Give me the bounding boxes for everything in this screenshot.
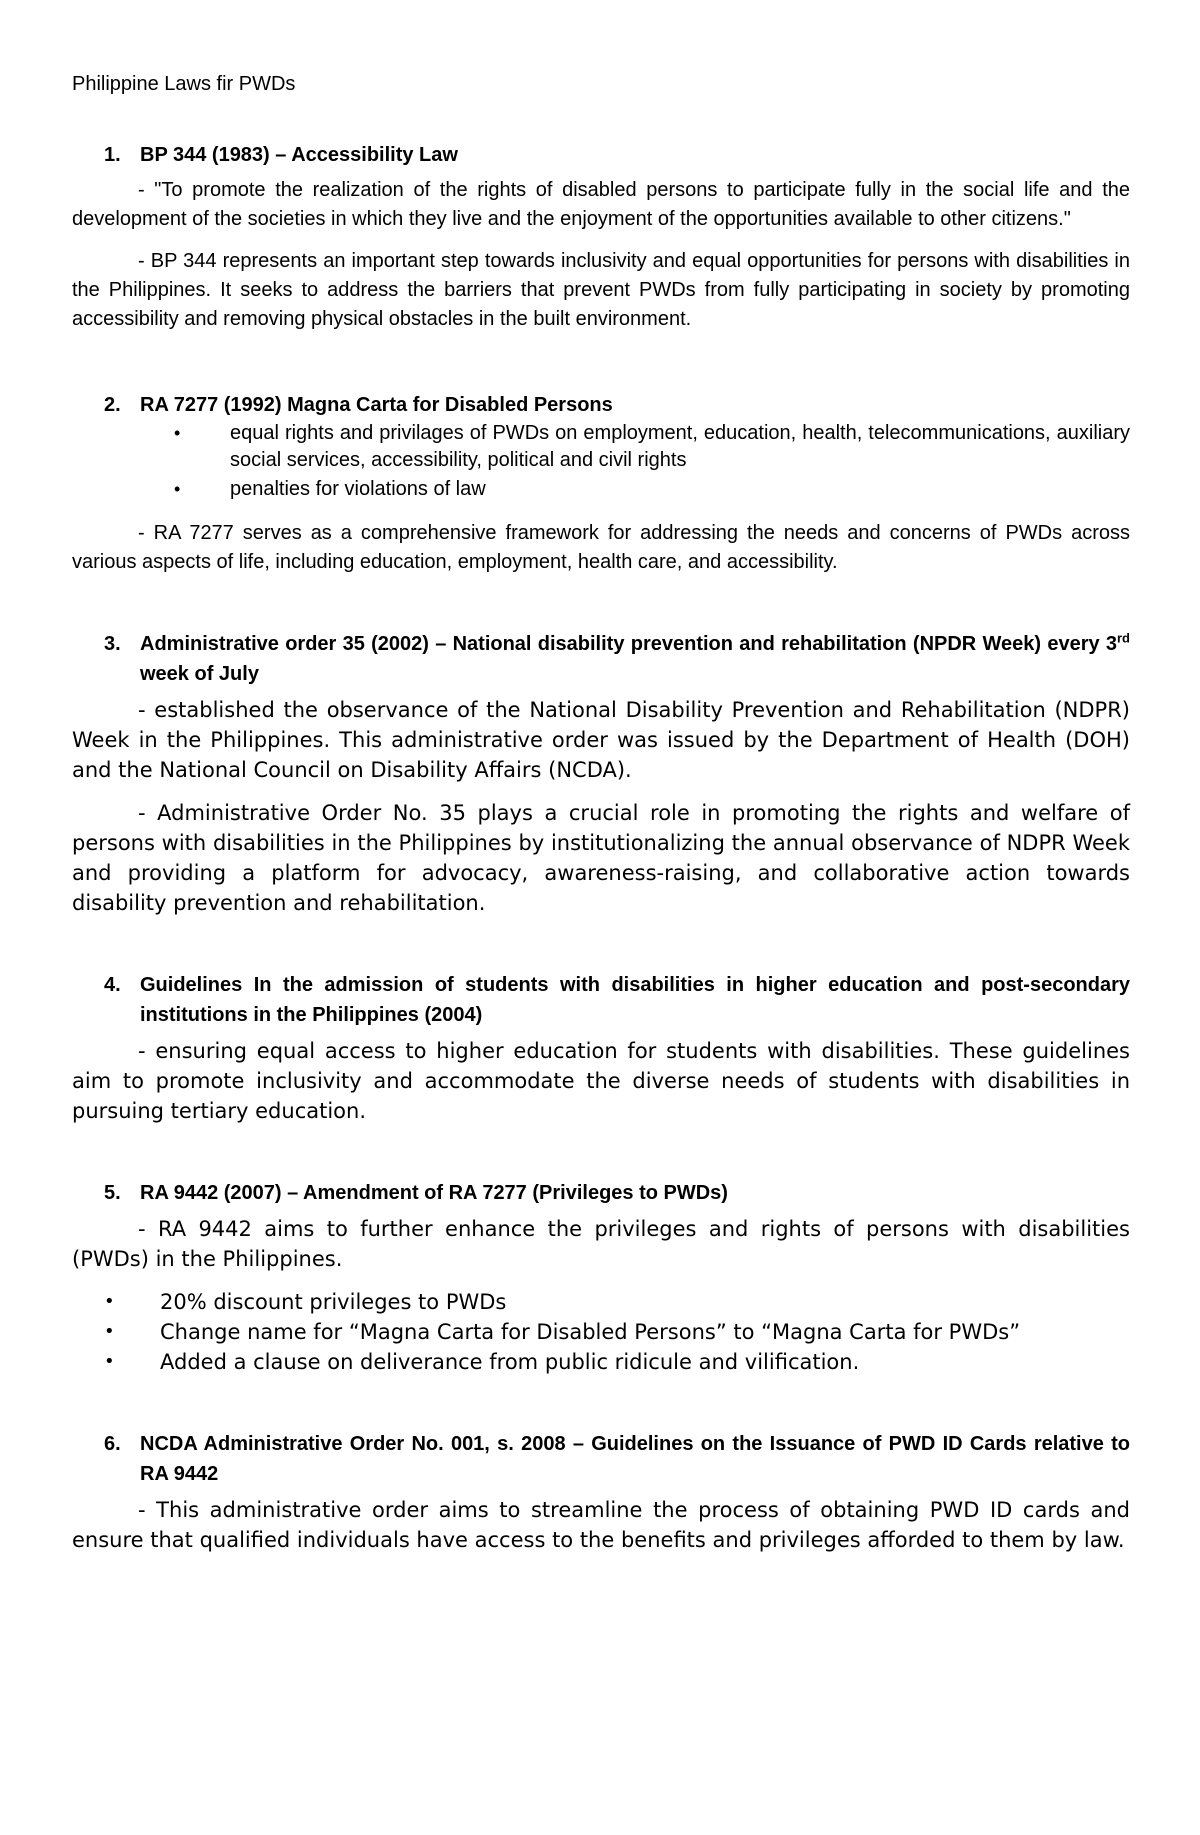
document-page — [72, 70, 1130, 1585]
section-title: NCDA Administrative Order No. 001, s. 2008 – Guidelines on the Issuance of PWD ID Cards relative to RA 9442 — [140, 1433, 1130, 1485]
list-item — [72, 476, 1130, 503]
paragraph: - RA 9442 aims to further enhance the privileges and rights of persons with disabilities (PWDs) in the Philippines. — [72, 1217, 1130, 1271]
section-heading — [72, 1429, 1130, 1489]
list-item-text: Added a clause on deliverance from public ridicule and vilification. — [160, 1350, 860, 1374]
ordinal-suffix: rd — [1117, 630, 1130, 646]
section-heading — [72, 390, 1130, 420]
section-title: Guidelines In the admission of students with disabilities in higher education and post-secondary institutions in the Philippines (2004) — [140, 974, 1130, 1026]
section-heading — [72, 970, 1130, 1030]
paragraph: - ensuring equal access to higher education for students with disabilities. These guidelines aim to promote inclusivity and accommodate the diverse needs of students with disabilities in pursuing tertiary education. — [72, 1039, 1130, 1123]
section-heading — [72, 140, 1130, 170]
section-heading — [72, 629, 1130, 689]
list-item — [72, 1347, 1130, 1377]
paragraph: - Administrative Order No. 35 plays a crucial role in promoting the rights and welfare of persons with disabilities in the Philippines by institutionalizing the annual observance of NDPR Week and providing a platform for advocacy, awareness-raising, and collaborative action towards disability prevention and rehabilitation. — [72, 801, 1130, 915]
bullet-icon: • — [104, 1291, 115, 1312]
list-item-text: equal rights and privilages of PWDs on employment, education, health, telecommunications, auxiliary social services, accessibility, political and civil rights — [230, 422, 1130, 471]
section-title: BP 344 (1983) – Accessibility Law — [140, 144, 458, 166]
list-item-text: Change name for “Magna Carta for Disabled Persons” to “Magna Carta for PWDs” — [160, 1320, 1021, 1344]
section-number: 1. — [104, 144, 121, 166]
bullet-list — [72, 420, 1130, 503]
list-item — [72, 1287, 1130, 1317]
paragraph: - BP 344 represents an important step towards inclusivity and equal opportunities for persons with disabilities in the Philippines. It seeks to address the barriers that prevent PWDs from fully participating in society by promoting accessibility and removing physical obstacles in the built environment. — [72, 250, 1130, 330]
paragraph: - "To promote the realization of the rights of disabled persons to participate fully in the social life and the development of the societies in which they live and the enjoyment of the opportunities available to other citizens." — [72, 179, 1130, 230]
section-title-part: week of July — [140, 663, 259, 685]
section-4 — [72, 970, 1130, 1126]
bullet-icon: • — [174, 479, 181, 499]
section-1 — [72, 140, 1130, 334]
section-5 — [72, 1178, 1130, 1377]
section-number: 2. — [104, 394, 121, 416]
section-title: RA 9442 (2007) – Amendment of RA 7277 (Privileges to PWDs) — [140, 1182, 728, 1204]
section-number: 5. — [104, 1182, 121, 1204]
section-6 — [72, 1429, 1130, 1555]
section-title — [140, 629, 1130, 689]
section-title-part: Administrative order 35 (2002) – National disability prevention and rehabilitation (NPDR Week) every 3 — [140, 633, 1117, 655]
section-number: 6. — [104, 1433, 121, 1455]
bullet-list — [72, 1287, 1130, 1377]
section-2 — [72, 390, 1130, 577]
section-number: 3. — [104, 633, 121, 655]
bullet-icon: • — [174, 423, 181, 443]
paragraph: - This administrative order aims to streamline the process of obtaining PWD ID cards and ensure that qualified individuals have access to the benefits and privileges afforded to them by law. — [72, 1498, 1130, 1552]
section-3 — [72, 629, 1130, 918]
list-item-text: 20% discount privileges to PWDs — [160, 1290, 507, 1314]
paragraph: - RA 7277 serves as a comprehensive framework for addressing the needs and concerns of PWDs across various aspects of life, including education, employment, health care, and accessibility. — [72, 522, 1130, 573]
list-item — [72, 1317, 1130, 1347]
bullet-icon: • — [104, 1351, 115, 1372]
list-item-text: penalties for violations of law — [230, 478, 486, 500]
section-number: 4. — [104, 974, 121, 996]
section-heading — [72, 1178, 1130, 1208]
list-item — [72, 420, 1130, 474]
paragraph: - established the observance of the National Disability Prevention and Rehabilitation (NDPR) Week in the Philippines. This administrative order was issued by the Department of Health (DOH) and the National Council on Disability Affairs (NCDA). — [72, 698, 1130, 782]
section-title: RA 7277 (1992) Magna Carta for Disabled Persons — [140, 394, 613, 416]
document-title: Philippine Laws fir PWDs — [72, 73, 296, 95]
bullet-icon: • — [104, 1321, 115, 1342]
